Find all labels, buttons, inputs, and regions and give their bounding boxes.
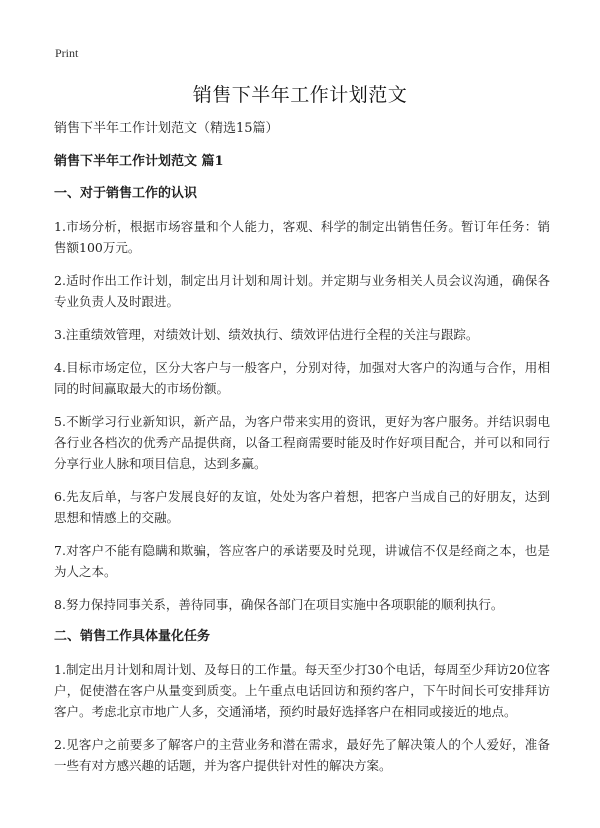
document-body (54, 119, 550, 788)
paragraph: 1.制定出月计划和周计划、及每日的工作量。每天至少打30个电话，每周至少拜访20位客户，促使潜在客户从量变到质变。上午重点电话回访和预约客户，下午时间长可安排拜访客户。考虑北京市地广人多，交通涌堵，预约时最好选择客户在相同或接近的地点。 (54, 662, 550, 719)
print-link[interactable]: Print (55, 46, 79, 60)
page-title: 销售下半年工作计划范文 (192, 84, 408, 106)
paragraph: 2.适时作出工作计划，制定出月计划和周计划。并定期与业务相关人员会议沟通，确保各专业负责人及时跟进。 (54, 273, 550, 309)
paragraph: 2.见客户之前要多了解客户的主营业务和潜在需求，最好先了解决策人的个人爱好，准备一些有对方感兴趣的话题，并为客户提供针对性的解决方案。 (54, 737, 550, 773)
paragraph: 8.努力保持同事关系，善待同事，确保各部门在项目实施中各项职能的顺利执行。 (54, 597, 504, 612)
paragraph: 3.注重绩效管理，对绩效计划、绩效执行、绩效评估进行全程的关注与跟踪。 (54, 327, 479, 342)
paragraph: 6.先友后单，与客户发展良好的友谊，处处为客户着想，把客户当成自己的好朋友，达到思想和情感上的交融。 (54, 489, 550, 525)
paragraph: 5.不断学习行业新知识，新产品，为客户带来实用的资讯，更好为客户服务。并结识弱电各行业各档次的优秀产品提供商，以备工程商需要时能及时作好项目配合，并可以和同行分享行业人脉和项目信息，达到多赢。 (54, 414, 550, 471)
paragraph: 4.目标市场定位，区分大客户与一般客户，分别对待，加强对大客户的沟通与合作，用相同的时间赢取最大的市场份额。 (54, 360, 550, 396)
section-heading-1: 一、对于销售工作的认识 (54, 186, 198, 201)
section-heading-2: 二、销售工作具体量化任务 (54, 629, 211, 644)
document-subtitle: 销售下半年工作计划范文（精选15篇） (54, 121, 279, 136)
article-heading: 销售下半年工作计划范文 篇1 (54, 154, 224, 169)
paragraph: 7.对客户不能有隐瞒和欺骗，答应客户的承诺要及时兑现，讲诚信不仅是经商之本，也是为人之本。 (54, 543, 550, 579)
paragraph: 1.市场分析，根据市场容量和个人能力，客观、科学的制定出销售任务。暂订年任务：销售额100万元。 (54, 219, 550, 255)
